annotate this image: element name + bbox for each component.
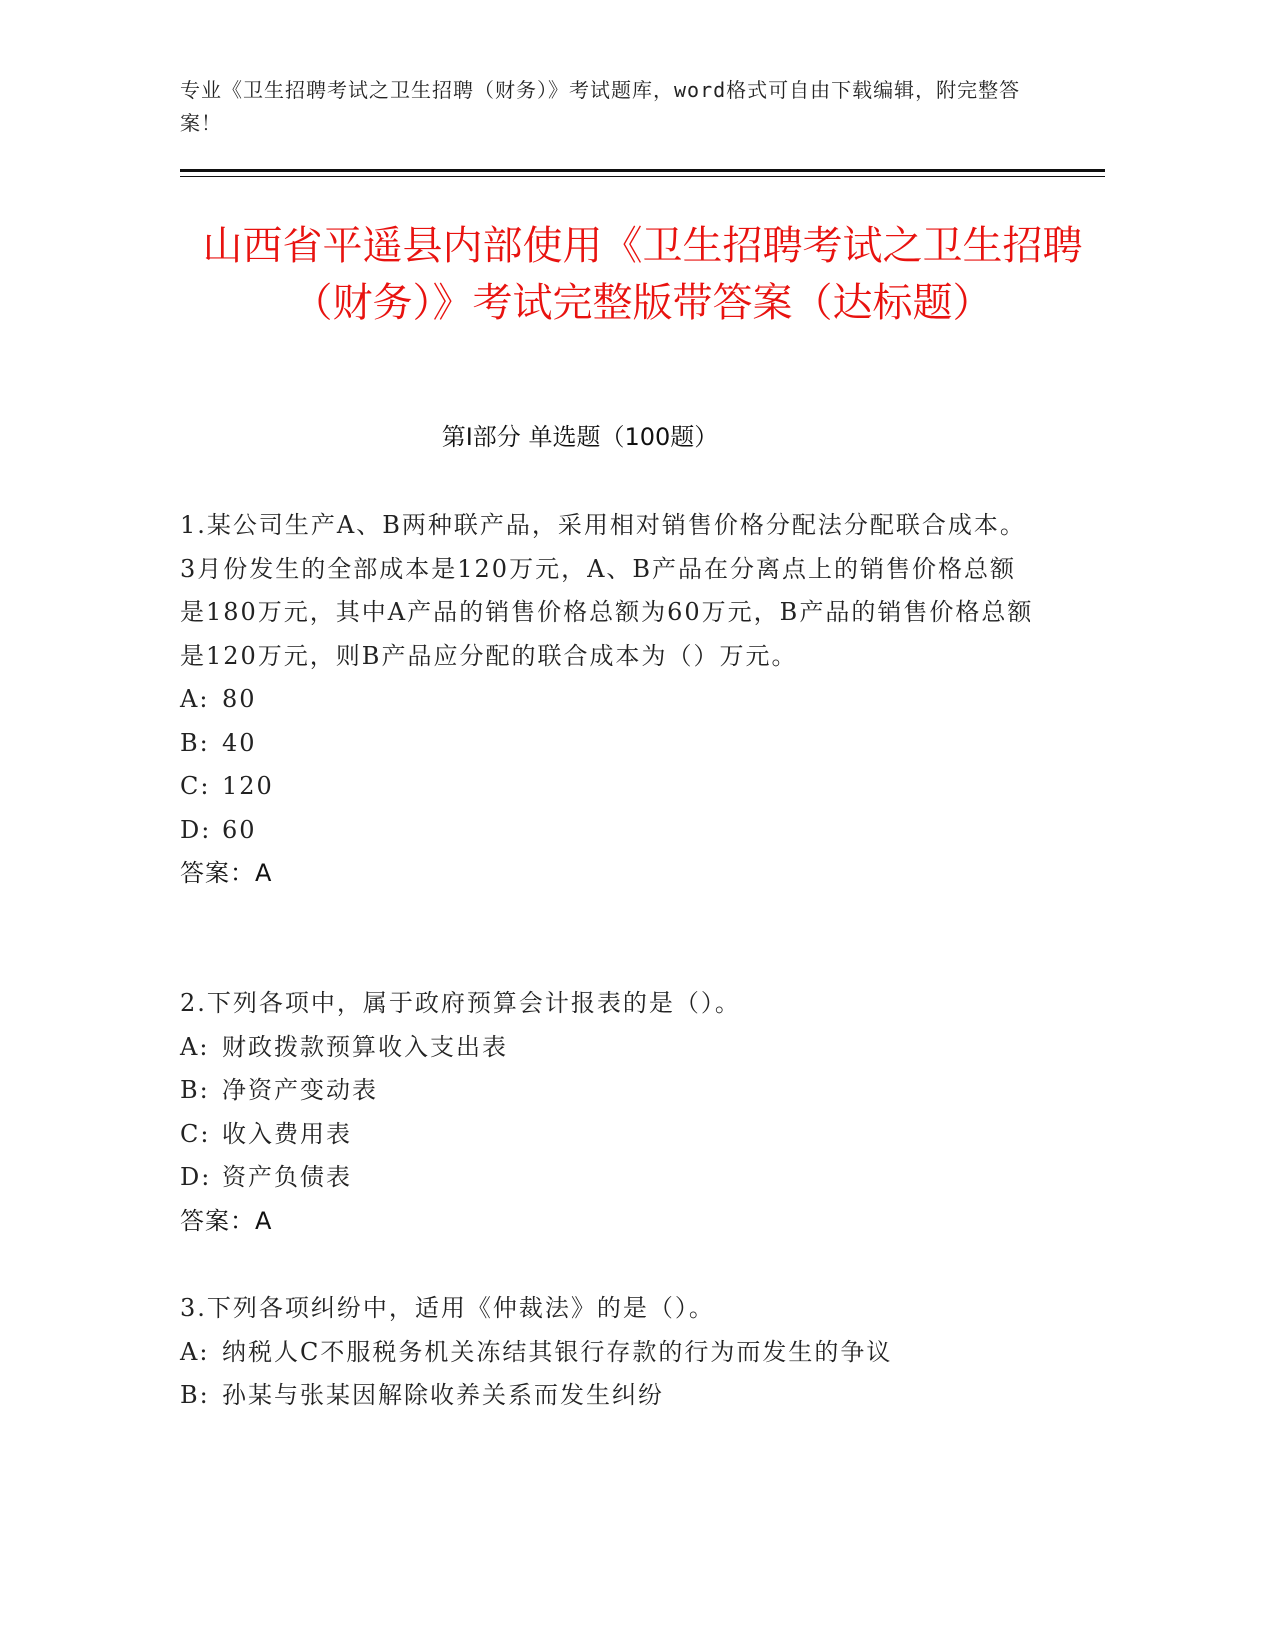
question-1 [180, 504, 1040, 896]
option-d [180, 809, 1040, 853]
header-rule-thick [180, 169, 1105, 172]
option-c [180, 1113, 1040, 1157]
option-text: 80 [222, 685, 257, 713]
question-stem: 3.下列各项纠纷中，适用《仲裁法》的是（）。 [180, 1294, 715, 1322]
option-text: 纳税人C不服税务机关冻结其银行存款的行为而发生的争议 [222, 1337, 893, 1366]
option-a [180, 1331, 1040, 1375]
option-text: 60 [222, 815, 257, 844]
option-text: 40 [222, 728, 257, 757]
option-text: 120 [222, 772, 274, 800]
header-note: 专业《卫生招聘考试之卫生招聘（财务）》考试题库，word格式可自由下载编辑，附完整答案！ [180, 78, 1021, 135]
option-text: 净资产变动表 [222, 1076, 378, 1104]
option-text: 资产负债表 [222, 1163, 352, 1191]
answer-line: 答案：A [180, 1206, 273, 1235]
header-rule-thin [180, 176, 1105, 177]
option-key: D: [180, 815, 212, 844]
option-c [180, 765, 1040, 809]
question-2 [180, 982, 1040, 1243]
section-heading: 第I部分 单选题（100题） [441, 423, 719, 451]
document-title: 山西省平遥县内部使用《卫生招聘考试之卫生招聘（财务）》考试完整版带答案（达标题） [202, 223, 1083, 326]
option-text: 收入费用表 [222, 1119, 352, 1148]
option-d [180, 1156, 1040, 1200]
option-key: A: [180, 1337, 210, 1366]
option-text: 孙某与张某因解除收养关系而发生纠纷 [222, 1381, 664, 1409]
option-key: A: [180, 685, 210, 713]
option-b [180, 1374, 1040, 1418]
option-key: B: [180, 1076, 210, 1104]
question-3 [180, 1287, 1040, 1418]
question-stem: 1.某公司生产A、B两种联产品，采用相对销售价格分配法分配联合成本。3月份发生的全部成本是120万元，A、B产品在分离点上的销售价格总额是180万元，其中A产品的销售价格总额为60万元，B产品的销售价格总额是120万元，则B产品应分配的联合成本为（）万元。 [180, 511, 1034, 670]
option-key: B: [180, 1381, 210, 1409]
option-a [180, 1026, 1040, 1070]
option-key: B: [180, 728, 210, 757]
option-key: A: [180, 1032, 210, 1061]
option-key: C: [180, 772, 211, 800]
option-b [180, 722, 1040, 766]
question-stem: 2.下列各项中，属于政府预算会计报表的是（）。 [180, 989, 741, 1017]
option-a [180, 678, 1040, 722]
option-key: C: [180, 1119, 211, 1148]
answer-line: 答案：A [180, 859, 273, 887]
option-b [180, 1069, 1040, 1113]
option-text: 财政拨款预算收入支出表 [222, 1032, 508, 1061]
option-key: D: [180, 1163, 212, 1191]
